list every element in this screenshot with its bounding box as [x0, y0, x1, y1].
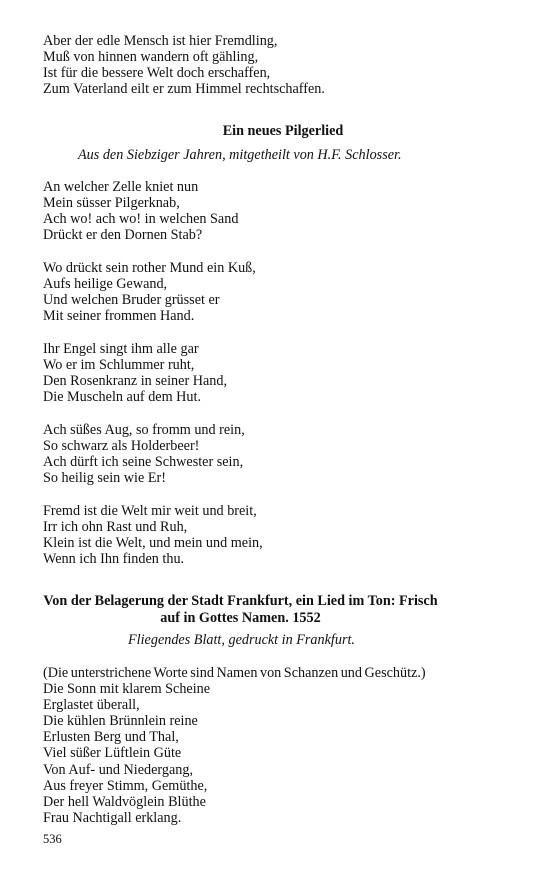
stanza: [43, 341, 513, 405]
verse-line: Muß von hinnen wandern oft gähling,: [43, 49, 259, 66]
verse-line: Den Rosenkranz in seiner Hand,: [43, 373, 227, 390]
verse-line: Aber der edle Mensch ist hier Fremdling,: [43, 33, 278, 49]
verse-line: Drückt er den Dornen Stab?: [43, 227, 203, 244]
verse-line: Und welchen Bruder grüsset er: [43, 292, 220, 309]
poem-title: Ein neues Pilgerlied: [222, 123, 344, 139]
verse-line: Wenn ich Ihn finden thu.: [43, 551, 185, 568]
verse-line: Die Sonn mit klarem Scheine: [43, 681, 211, 698]
poem-body: [43, 665, 513, 826]
stanza: [43, 179, 513, 243]
verse-line: So schwarz als Holderbeer!: [43, 438, 200, 455]
verse-line: Ach dürft ich seine Schwester sein,: [43, 454, 244, 471]
verse-line: Mit seiner frommen Hand.: [43, 308, 195, 325]
verse-line: Ist für die bessere Welt doch erschaffen,: [43, 65, 271, 82]
verse-line: Ihr Engel singt ihm alle gar: [43, 341, 199, 357]
verse-line: Wo drückt sein rother Mund ein Kuß,: [43, 260, 256, 276]
verse-line: Erlusten Berg und Thal,: [43, 729, 179, 746]
poem-source: Fliegendes Blatt, gedruckt in Frankfurt.: [128, 632, 355, 648]
verse-line: Ach wo! ach wo! in welchen Sand: [43, 211, 239, 228]
stanza: [43, 260, 513, 324]
verse-line: Aufs heilige Gewand,: [43, 276, 168, 293]
verse-line: An welcher Zelle kniet nun: [43, 179, 199, 195]
verse-line: Die Muscheln auf dem Hut.: [43, 389, 201, 406]
verse-line: Viel süßer Lüftlein Güte: [43, 745, 182, 762]
verse-line: Klein ist die Welt, und mein und mein,: [43, 535, 263, 552]
verse-line: Erglastet überall,: [43, 697, 140, 714]
verse-line: Der hell Waldvöglein Blüthe: [43, 793, 206, 810]
verse-line: Ach süßes Aug, so fromm und rein,: [43, 422, 245, 438]
poem-title: Von der Belagerung der Stadt Frankfurt, ein Lied im Ton: Frisch auf in Gottes Namen. 1552: [43, 593, 438, 626]
verse-line: Irr ich ohn Rast und Ruh,: [43, 519, 188, 536]
verse-line: Mein süsser Pilgerknab,: [43, 195, 180, 212]
verse-line: Wo er im Schlummer ruht,: [43, 357, 195, 374]
poem-source: Aus den Siebziger Jahren, mitgetheilt von H.F. Schlosser.: [78, 147, 402, 163]
verse-line: Fremd ist die Welt mir weit und breit,: [43, 503, 257, 519]
stanza: [43, 503, 513, 567]
verse-line: Aus freyer Stimm, Gemüthe,: [43, 777, 208, 794]
verse-line: Zum Vaterland eilt er zum Himmel rechtschaffen.: [43, 81, 325, 98]
verse-line: Die kühlen Brünnlein reine: [43, 713, 198, 730]
editorial-note: (Die unterstrichene Worte sind Namen von Schanzen und Geschütz.): [43, 665, 426, 681]
stanza: [43, 422, 513, 486]
page-number: 536: [43, 832, 62, 846]
verse-line: Frau Nachtigall erklang.: [43, 809, 182, 826]
verse-line: So heilig sein wie Er!: [43, 470, 166, 487]
intro-stanza: [43, 33, 513, 97]
verse-line: Von Auf- und Niedergang,: [43, 761, 193, 778]
